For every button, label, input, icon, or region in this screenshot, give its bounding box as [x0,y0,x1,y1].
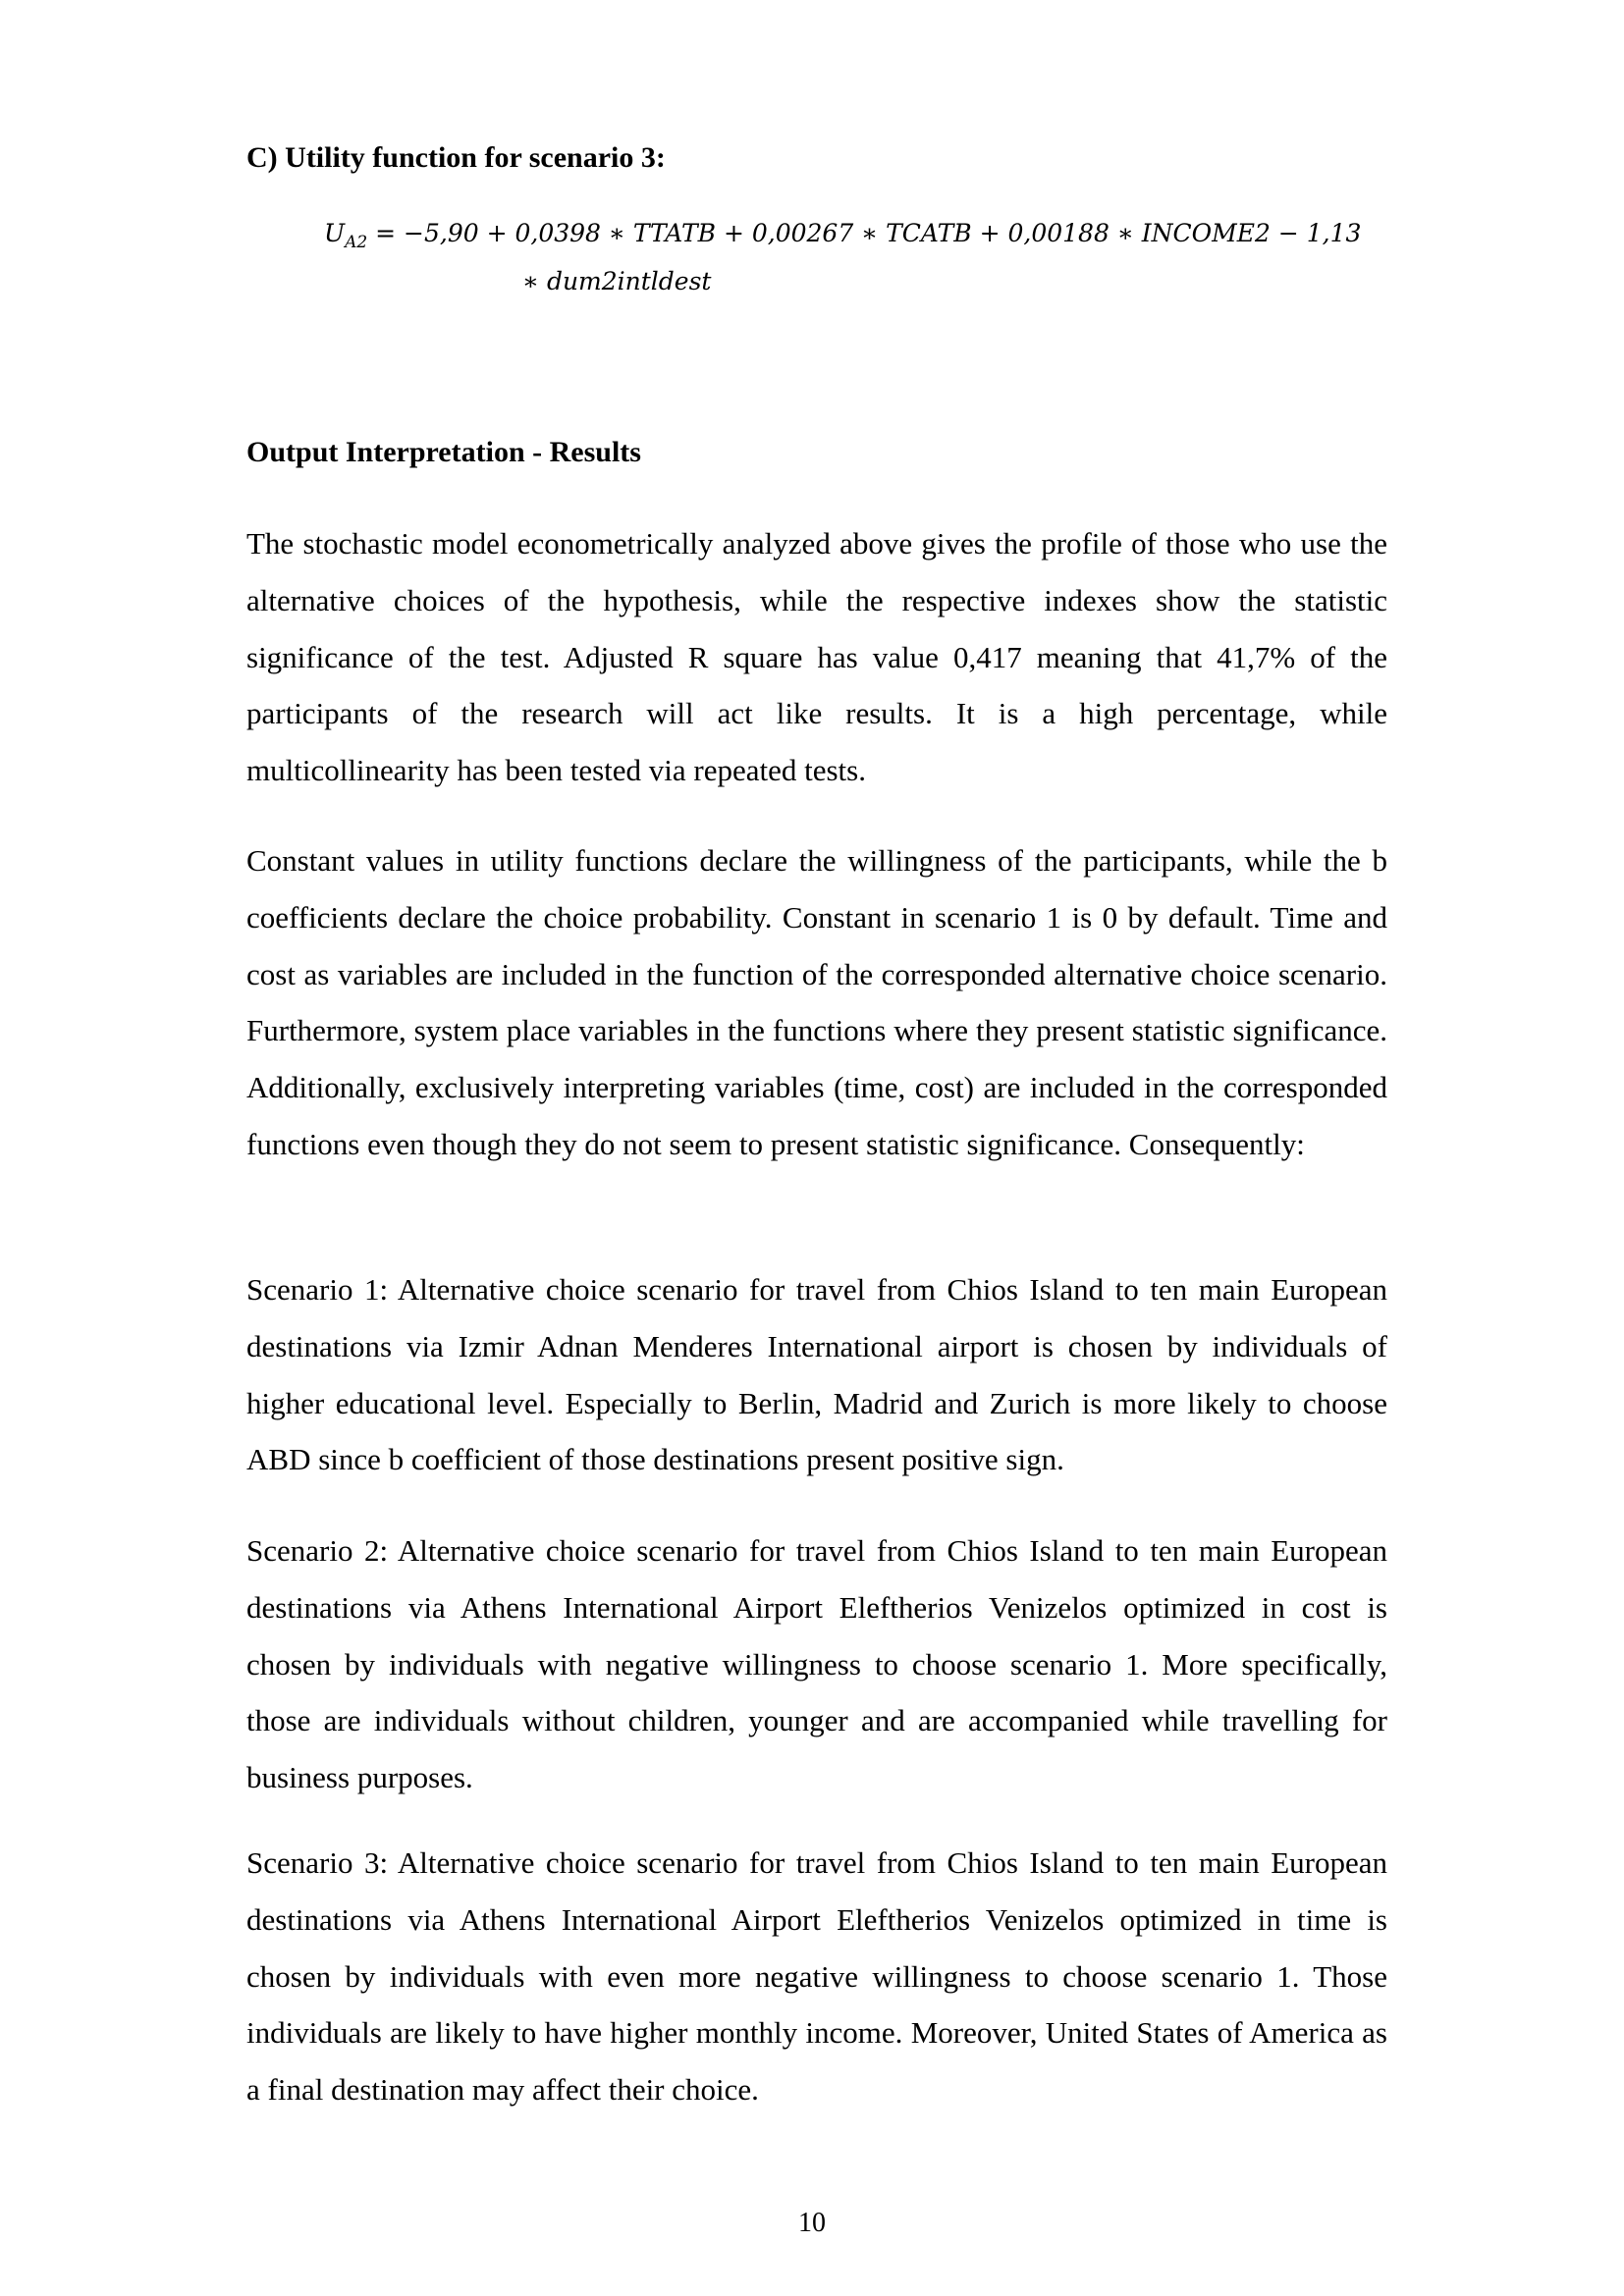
paragraph-scenario-2: Scenario 2: Alternative choice scenario for travel from Chios Island to ten main European destinations via Athens International Airport Eleftherios Venizelos optimized in cost is chosen by individuals with negative willingness to choose scenario 1. More specifically, those are individuals without children, younger and are accompanied while travelling for business purposes. [246,1533,1387,1795]
section-heading-output-interpretation: Output Interpretation - Results [246,436,641,468]
page-number: 10 [798,2208,826,2238]
equation-lhs: U [324,219,346,247]
utility-equation [324,214,1404,301]
paragraph-model-overview: The stochastic model econometrically analyzed above gives the profile of those who use the alternative choices of the hypothesis, while the respective indexes show the statistic significance of the test. Adjusted R square has value 0,417 meaning that 41,7% of the participants of the research will act like results. It is a high percentage, while multicollinearity has been tested via repeated tests. [246,526,1387,788]
equation-rhs: = −5,90 + 0,0398 ∗ TTATB + 0,00267 ∗ TCATB + 0,00188 ∗ INCOME2 − 1,13 [367,219,1362,247]
section-heading-utility-function: C) Utility function for scenario 3: [246,141,666,174]
equation-line-1 [324,219,1362,252]
equation-lhs-subscript: A2 [345,233,368,252]
paragraph-constant-values: Constant values in utility functions declare the willingness of the participants, while the b coefficients declare the choice probability. Constant in scenario 1 is 0 by default. Time and cost as variables are included in the function of the corresponded alternative choice scenario. Furthermore, system place variables in the functions where they present statistic significance. Additionally, exclusively interpreting variables (time, cost) are included in the corresponded functions even though they do not seem to present statistic significance. Consequently: [246,843,1387,1161]
paragraph-scenario-3: Scenario 3: Alternative choice scenario for travel from Chios Island to ten main European destinations via Athens International Airport Eleftherios Venizelos optimized in time is chosen by individuals with even more negative willingness to choose scenario 1. Those individuals are likely to have higher monthly income. Moreover, United States of America as a final destination may affect their choice. [246,1845,1387,2108]
paragraph-scenario-1: Scenario 1: Alternative choice scenario for travel from Chios Island to ten main European destinations via Izmir Adnan Menderes International airport is chosen by individuals of higher educational level. Especially to Berlin, Madrid and Zurich is more likely to choose ABD since b coefficient of those destinations present positive sign. [246,1272,1387,1477]
equation-line-2: ∗ dum2intldest [522,267,712,295]
